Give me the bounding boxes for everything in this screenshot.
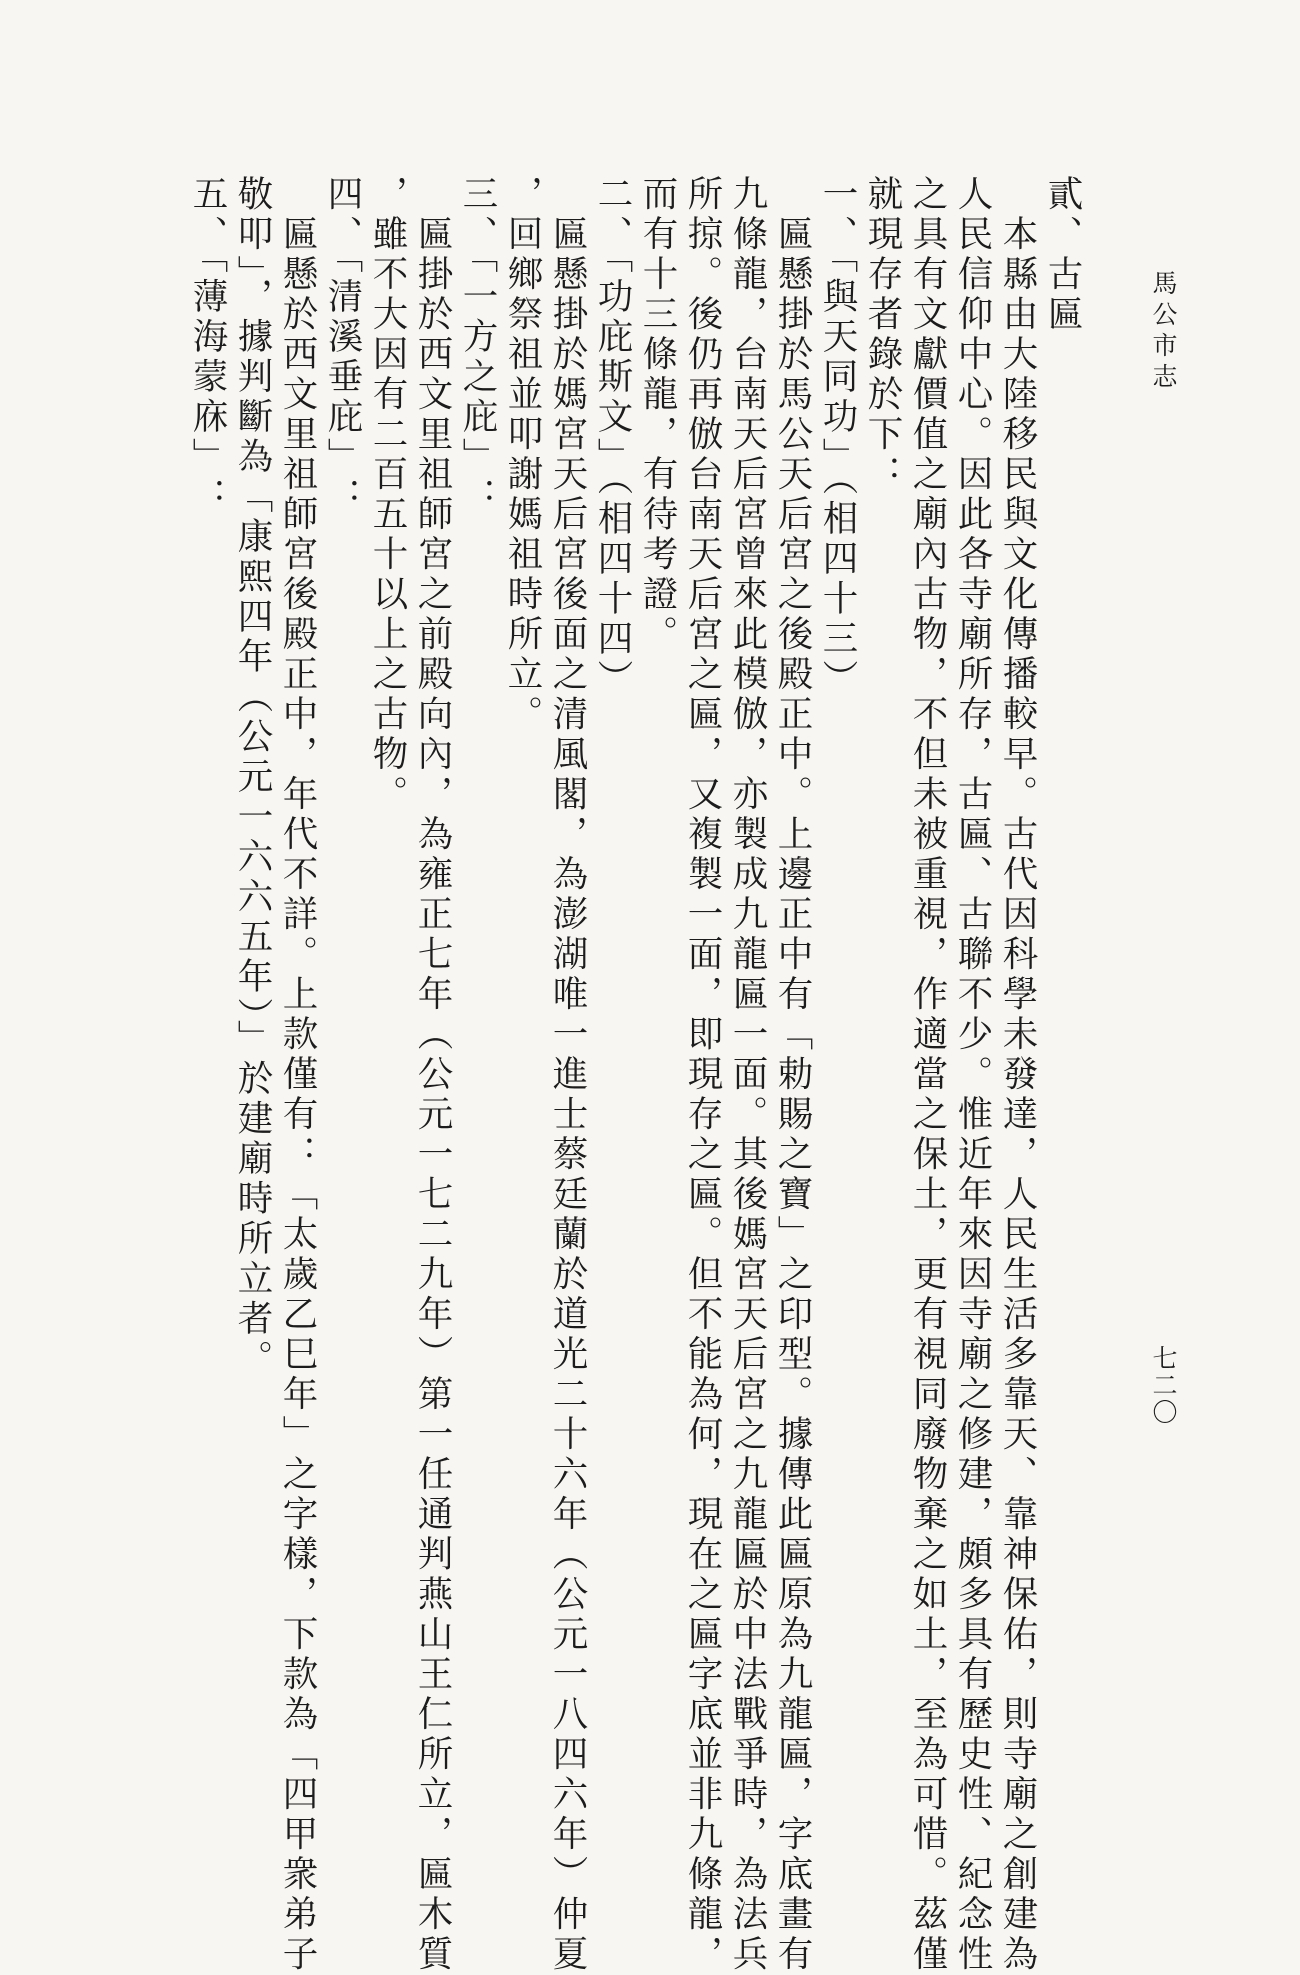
text-line: ，雖不大因有二百五十以上之古物。 <box>367 175 408 815</box>
text-line: 匾懸掛於媽宮天后宮後面之清風閣，為澎湖唯一進士蔡廷蘭於道光二十六年（公元一八四六年）仲夏 <box>547 175 588 1975</box>
running-head: 馬公市志 <box>1149 270 1178 394</box>
text-line: 而有十三條龍，有待考證。 <box>637 175 678 655</box>
item-heading: 四、「清溪垂庇」： <box>322 175 363 518</box>
text-line: ，回鄉祭祖並叩謝媽祖時所立。 <box>502 175 543 735</box>
text-line: 匾懸於西文里祖師宮後殿正中，年代不詳。上款僅有：「太歲乙巳年」之字樣，下款為「四甲衆弟子 <box>277 175 318 1975</box>
body-text <box>185 175 1085 1975</box>
item-heading: 一、「與天同功」（相四十三） <box>817 175 858 700</box>
text-line: 匾懸掛於馬公天后宮之後殿正中。上邊正中有「勅賜之寶」之印型。據傳此匾原為九龍匾，字底畫有 <box>772 175 813 1975</box>
text-line: 人民信仰中心。因此各寺廟所存，古匾、古聯不少。惟近年來因寺廟之修建，頗多具有歷史性、紀念性 <box>952 175 993 1975</box>
text-line: 所掠。後仍再倣台南天后宮之匾，又複製一面，即現存之匾。但不能為何，現在之匾字底並非九條龍， <box>682 175 723 1975</box>
page-number: 七二〇 <box>1149 1345 1178 1426</box>
text-line: 就現存者錄於下： <box>862 175 903 495</box>
text-line: 九條龍，台南天后宮曾來此模倣，亦製成九龍匾一面。其後媽宮天后宮之九龍匾於中法戰爭時，為法兵 <box>727 175 768 1975</box>
text-line: 之具有文獻價值之廟內古物，不但未被重視，作適當之保土，更有視同廢物棄之如土，至為可惜。茲僅 <box>907 175 948 1975</box>
item-heading: 三、「一方之庇」： <box>457 175 498 518</box>
section-heading: 貳、古匾 <box>1042 175 1083 335</box>
text-line: 本縣由大陸移民與文化傳播較早。古代因科學未發達，人民生活多靠天、靠神保佑，則寺廟之創建為 <box>997 175 1038 1975</box>
text-line: 敬叩」，據判斷為「康熙四年（公元一六六五年）」於建廟時所立者。 <box>232 175 273 1380</box>
item-heading: 二、「功庇斯文」（相四十四） <box>592 175 633 700</box>
text-line: 匾掛於西文里祖師宮之前殿向內，為雍正七年（公元一七二九年）第一任通判燕山王仁所立，匾木質 <box>412 175 453 1975</box>
item-heading: 五、「薄海蒙庥」： <box>187 175 228 518</box>
